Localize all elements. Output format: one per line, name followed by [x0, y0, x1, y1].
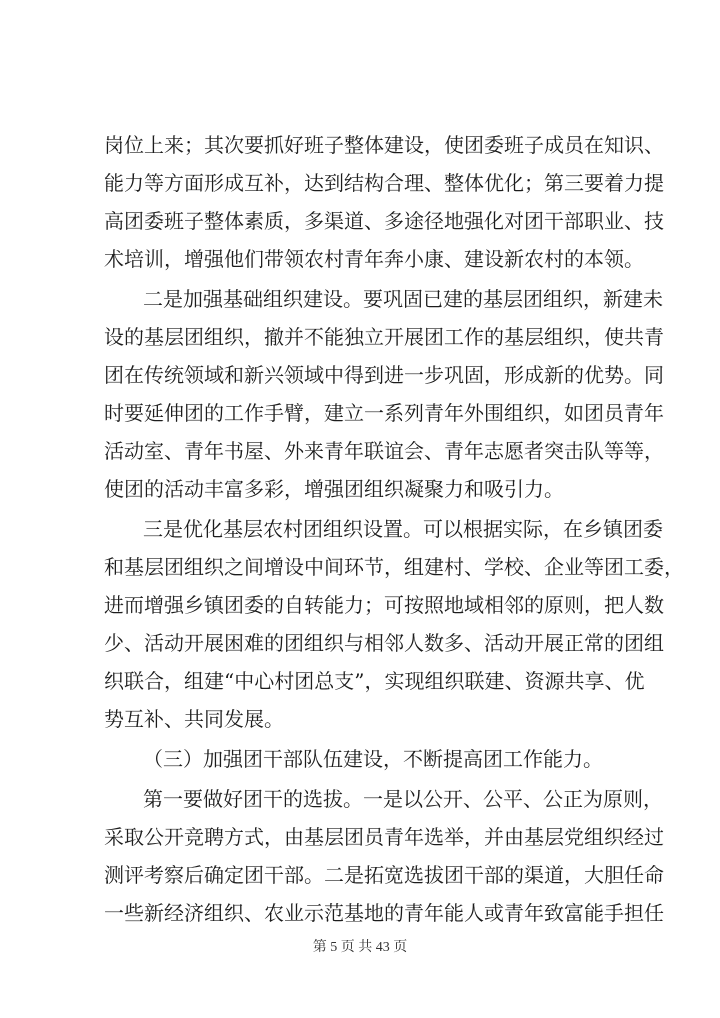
text-line: 和基层团组织之间增设中间环节，组建村、学校、企业等团工委，: [104, 555, 684, 579]
text-line: 第一要做好团干的选拔。一是以公开、公平、公正为原则，: [143, 787, 663, 811]
text-line: 势互补、共同发展。: [104, 707, 284, 731]
text-line: 设的基层团组织，撤并不能独立开展团工作的基层组织，使共青: [104, 325, 664, 349]
text-line: 采取公开竞聘方式，由基层团员青年选举，并由基层党组织经过: [104, 825, 664, 849]
text-line: 岗位上来；其次要抓好班子整体建设，使团委班子成员在知识、: [104, 133, 664, 157]
text-line: 时要延伸团的工作手臂，建立一系列青年外围组织，如团员青年: [104, 401, 664, 425]
text-line: 术培训，增强他们带领农村青年奔小康、建设新农村的本领。: [104, 247, 644, 271]
text-line: 活动室、青年书屋、外来青年联谊会、青年志愿者突击队等等，: [104, 439, 664, 463]
text-line: 测评考察后确定团干部。二是拓宽选拔团干部的渠道，大胆任命: [104, 863, 664, 887]
text-line: 进而增强乡镇团委的自转能力；可按照地域相邻的原则，把人数: [104, 593, 664, 617]
text-line: 团在传统领域和新兴领域中得到进一步巩固，形成新的优势。同: [104, 363, 664, 387]
text-line: 一些新经济组织、农业示范基地的青年能人或青年致富能手担任: [104, 901, 664, 925]
text-line: 使团的活动丰富多彩，增强团组织凝聚力和吸引力。: [104, 477, 564, 501]
text-line: 三是优化基层农村团组织设置。可以根据实际，在乡镇团委: [143, 517, 663, 541]
text-line: （三）加强团干部队伍建设，不断提高团工作能力。: [143, 747, 603, 771]
text-line: 高团委班子整体素质，多渠道、多途径地强化对团干部职业、技: [104, 209, 664, 233]
text-line: 能力等方面形成互补，达到结构合理、整体优化；第三要着力提: [104, 171, 664, 195]
text-line: 少、活动开展困难的团组织与相邻人数多、活动开展正常的团组: [104, 631, 664, 655]
page-number-footer: 第 5 页 共 43 页: [312, 940, 408, 955]
text-line: 织联合，组建“中心村团总支”，实现组织联建、资源共享、优: [104, 669, 645, 693]
text-line: 二是加强基础组织建设。要巩固已建的基层团组织，新建未: [143, 287, 663, 311]
